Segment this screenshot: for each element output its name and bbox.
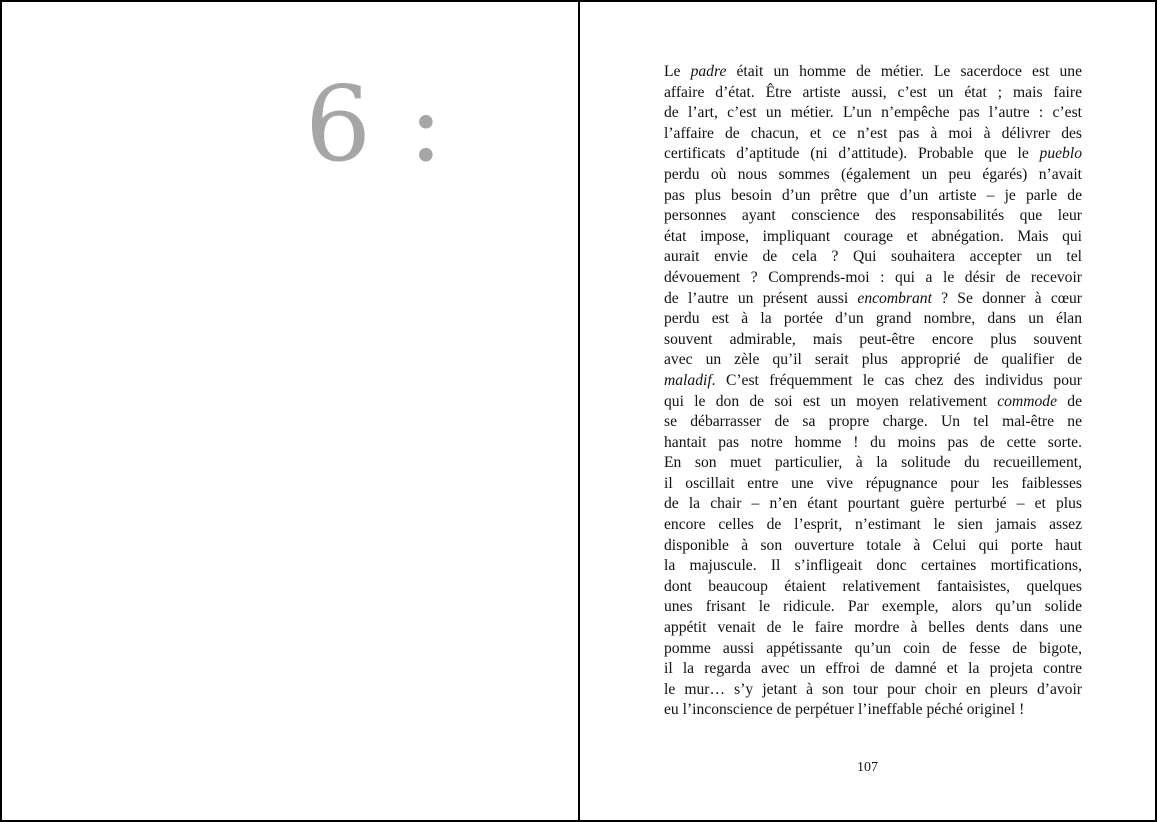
text-run: était un homme de métier. Le sacerdoce est une bbox=[726, 63, 1082, 80]
text-line bbox=[664, 62, 1082, 83]
text-line bbox=[664, 700, 1082, 721]
text-run: affaire d’état. Être artiste aussi, c’est un état ; mais faire bbox=[664, 83, 1082, 101]
text-run: il oscillait entre une vive répugnance pour les faiblesses bbox=[664, 474, 1082, 492]
text-run: se débarrasser de sa propre charge. Un tel mal-être ne bbox=[664, 413, 1082, 431]
text-run: le mur… s’y jetant à son tour pour choir en pleurs d’avoir bbox=[664, 680, 1082, 698]
text-line bbox=[664, 268, 1082, 289]
text-line bbox=[664, 536, 1082, 557]
text-line bbox=[664, 165, 1082, 186]
text-run: il la regarda avec un effroi de damné et la projeta contre bbox=[664, 660, 1082, 678]
italic-text: pueblo bbox=[1039, 145, 1082, 163]
text-run: qui le don de soi est un moyen relativement bbox=[664, 392, 998, 410]
text-line bbox=[664, 618, 1082, 639]
text-run: souvent admirable, mais peut-être encore plus souvent bbox=[664, 330, 1082, 348]
italic-text: commode bbox=[997, 392, 1057, 410]
text-line bbox=[664, 124, 1082, 145]
text-run: disponible à son ouverture totale à Celui qui porte haut bbox=[664, 536, 1082, 554]
text-line bbox=[664, 453, 1082, 474]
text-line bbox=[664, 330, 1082, 351]
text-run: aurait envie de cela ? Qui souhaitera accepter un tel bbox=[664, 248, 1082, 266]
text-run: unes frisant le ridicule. Par exemple, alors qu’un solide bbox=[664, 598, 1082, 616]
text-run: de l’autre un présent aussi bbox=[664, 289, 858, 307]
text-line bbox=[664, 659, 1082, 680]
body-text bbox=[664, 62, 1082, 721]
text-line bbox=[664, 433, 1082, 454]
text-run: dévouement ? Comprends-moi : qui a le désir de recevoir bbox=[664, 268, 1082, 286]
text-line bbox=[664, 577, 1082, 598]
text-run: de bbox=[1057, 392, 1082, 410]
text-line bbox=[664, 597, 1082, 618]
italic-text: maladif bbox=[664, 371, 712, 389]
text-run: avec un zèle qu’il serait plus approprié de qualifier de bbox=[664, 351, 1082, 369]
text-run: dont beaucoup étaient relativement fantaisistes, quelques bbox=[664, 577, 1082, 595]
text-line bbox=[664, 103, 1082, 124]
text-run: perdu est à la portée d’un grand nombre, dans un élan bbox=[664, 310, 1082, 328]
text-run: état impose, impliquant courage et abnégation. Mais qui bbox=[664, 227, 1082, 245]
text-line bbox=[664, 247, 1082, 268]
italic-text: encombrant bbox=[857, 289, 932, 307]
text-run: de la chair – n’en étant pourtant guère perturbé – et plus bbox=[664, 495, 1082, 513]
text-line bbox=[664, 371, 1082, 392]
text-line bbox=[664, 309, 1082, 330]
text-line bbox=[664, 83, 1082, 104]
text-run: eu l’inconscience de perpétuer l’ineffable péché originel ! bbox=[664, 701, 1025, 719]
text-run: Le bbox=[664, 63, 691, 80]
text-run: appétit venait de le faire mordre à belles dents dans une bbox=[664, 619, 1082, 637]
text-run: la majuscule. Il s’infligeait donc certaines mortifications, bbox=[664, 557, 1082, 575]
text-run: encore celles de l’esprit, n’estimant le sien jamais assez bbox=[664, 516, 1082, 534]
text-run: . C’est fréquemment le cas chez des individus pour bbox=[711, 371, 1082, 389]
text-run: certificats d’aptitude (ni d’attitude). Probable que le bbox=[664, 145, 1040, 163]
text-line bbox=[664, 556, 1082, 577]
text-line bbox=[664, 144, 1082, 165]
right-page bbox=[579, 0, 1157, 822]
text-run: hantait pas notre homme ! du moins pas de cette sorte. bbox=[664, 433, 1082, 451]
text-run: l’affaire de chacun, et ce n’est pas à moi à délivrer des bbox=[664, 124, 1082, 142]
page-number: 107 bbox=[857, 760, 878, 775]
text-run: de l’art, c’est un métier. L’un n’empêche pas l’autre : c’est bbox=[664, 104, 1082, 122]
text-run: pas plus besoin d’un prêtre que d’un artiste – je parle de bbox=[664, 186, 1082, 204]
text-run: personnes ayant conscience des responsabilités que leur bbox=[664, 207, 1082, 225]
text-line bbox=[664, 350, 1082, 371]
text-line bbox=[664, 680, 1082, 701]
text-run: ? Se donner à cœur bbox=[931, 289, 1082, 307]
text-line bbox=[664, 227, 1082, 248]
text-line bbox=[664, 494, 1082, 515]
text-line bbox=[664, 289, 1082, 310]
text-run: perdu où nous sommes (également un peu égarés) n’avait bbox=[664, 165, 1082, 183]
text-run: pomme aussi appétissante qu’un coin de fesse de bigote, bbox=[664, 639, 1082, 657]
text-run: En son muet particulier, à la solitude du recueillement, bbox=[664, 454, 1082, 472]
text-line bbox=[664, 412, 1082, 433]
text-line bbox=[664, 474, 1082, 495]
text-line bbox=[664, 186, 1082, 207]
text-line bbox=[664, 639, 1082, 660]
text-line bbox=[664, 206, 1082, 227]
text-line bbox=[664, 392, 1082, 413]
chapter-number: 6 : bbox=[305, 63, 446, 185]
text-line bbox=[664, 515, 1082, 536]
italic-text: padre bbox=[690, 63, 727, 80]
